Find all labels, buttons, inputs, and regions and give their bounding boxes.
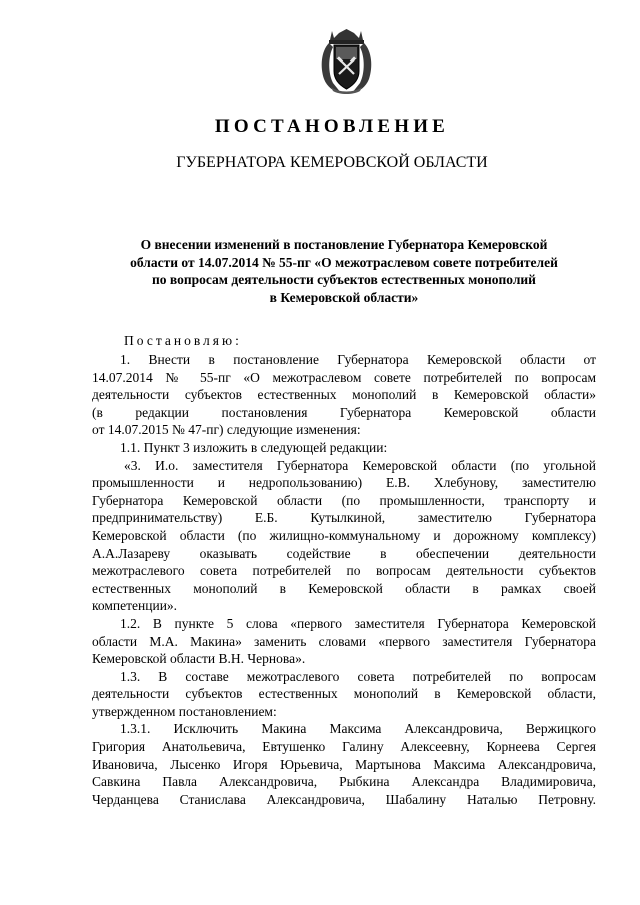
body-line: Савкина Павла Александровича, Рыбкина Александра Владимировича,: [92, 774, 596, 790]
body-line: 1. Внести в постановление Губернатора Кемеровской области от: [120, 352, 596, 367]
body-line: компетенции».: [92, 598, 178, 614]
decree-title: ПОСТАНОВЛЕНИЕ: [214, 116, 450, 137]
body-line: Григория Анатольевича, Евтушенко Галину Алексеевну, Корнеева Сергея: [92, 739, 596, 755]
body-line: межотраслевого совета потребителей по вопросам деятельности субъектов: [92, 563, 596, 579]
subject-line: О внесении изменений в постановление Губернатора Кемеровской: [140, 237, 548, 252]
body-line: утвержденном постановлением:: [92, 703, 277, 719]
body-line: А.А.Лазареву оказывать содействие в обеспечении деятельности: [92, 545, 596, 561]
body-line: «3. И.о. заместителя Губернатора Кемеровской области (по угольной: [124, 457, 596, 473]
body-line: от 14.07.2015 № 47-пг) следующие изменения:: [92, 422, 361, 438]
body-line: 1.3. В составе межотраслевого совета потребителей по вопросам: [120, 668, 596, 684]
subject-line: по вопросам деятельности субъектов естественных монополий: [152, 272, 536, 287]
body-line: естественных монополий в Кемеровской области в рамках своей: [92, 580, 596, 596]
body-line: Кемеровской области (по жилищно-коммунальному и дорожному комплексу): [92, 527, 596, 543]
body-line: деятельности субъектов естественных монополий в Кемеровской области»: [92, 387, 596, 403]
body-line: предпринимательству) Е.Б. Кутылкиной, заместителю Губернатора: [92, 510, 596, 526]
coat-of-arms-icon: [319, 27, 374, 95]
body-line: Губернатора Кемеровской области (по промышленности, транспорту и: [92, 492, 596, 508]
body-line: 1.2. В пункте 5 слова «первого заместителя Губернатора Кемеровской: [120, 615, 596, 631]
issuing-authority: ГУБЕРНАТОРА КЕМЕРОВСКОЙ ОБЛАСТИ: [176, 154, 488, 171]
subject-line: в Кемеровской области»: [269, 289, 419, 305]
decree-subject: [100, 236, 588, 306]
body-line: (в редакции постановления Губернатора Кемеровской области: [92, 404, 596, 420]
body-line: 1.1. Пункт 3 изложить в следующей редакции:: [120, 439, 388, 455]
body-line: области М.А. Макина» заменить словами «первого заместителя Губернатора: [92, 633, 596, 649]
resolve-word: Постановляю:: [124, 333, 242, 348]
body-line: Ивановича, Лысенко Игоря Юрьевича, Мартынова Максима Александровича,: [92, 756, 596, 772]
decree-body: [92, 351, 596, 808]
body-line: деятельности субъектов естественных монополий в Кемеровской области,: [92, 686, 596, 702]
subject-line: области от 14.07.2014 № 55-пг «О межотраслевом совете потребителей: [130, 254, 558, 270]
body-line: Черданцева Станислава Александровича, Шабалину Наталью Петровну.: [92, 791, 596, 807]
body-line: 1.3.1. Исключить Макина Максима Александровича, Вержицкого: [120, 721, 596, 737]
body-line: Кемеровской области В.Н. Чернова».: [92, 651, 306, 667]
body-line: промышленности и недропользованию) Е.В. Хлебунову, заместителю: [92, 475, 596, 491]
body-line: 14.07.2014 № 55-пг «О межотраслевом совете потребителей по вопросам: [92, 369, 596, 385]
